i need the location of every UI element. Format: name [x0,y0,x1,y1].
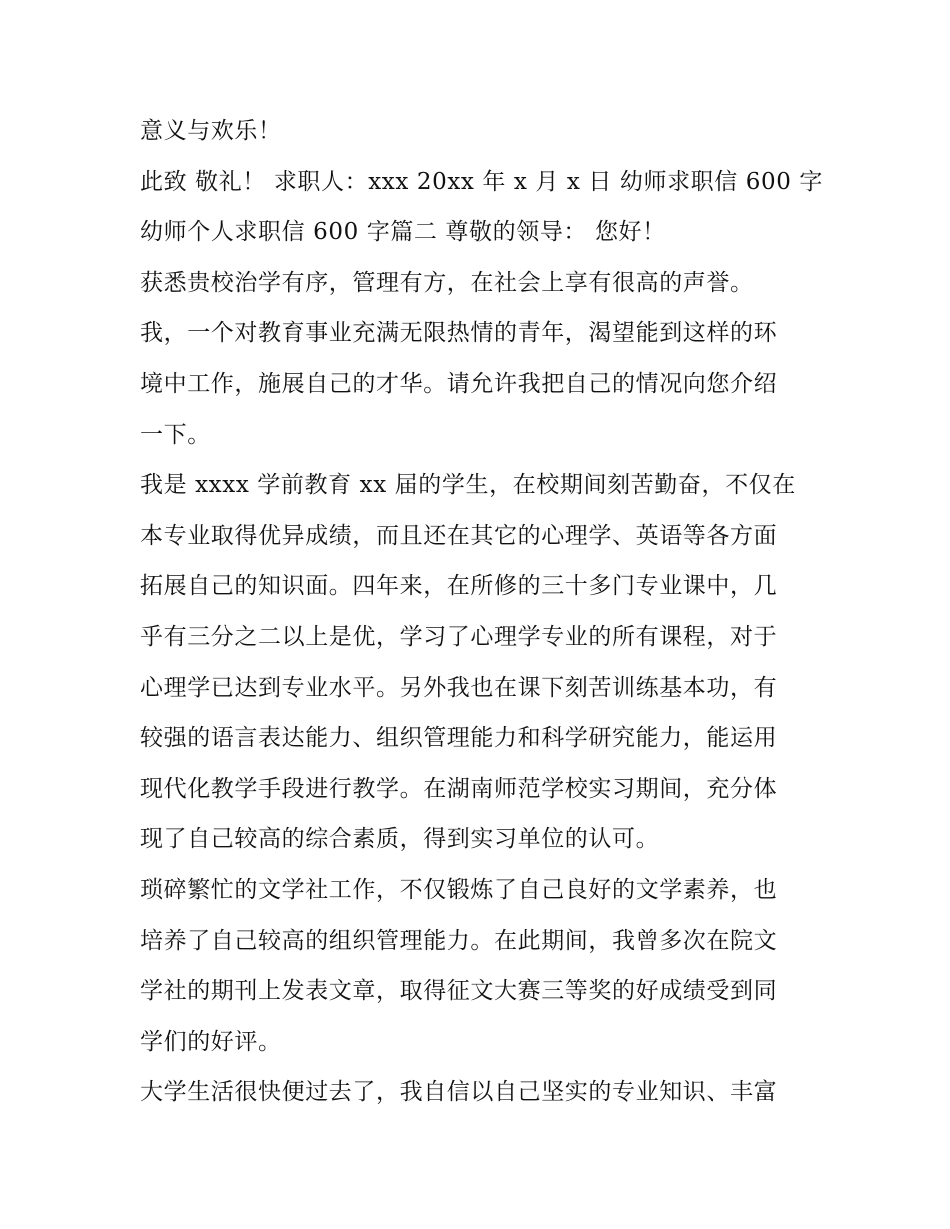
text-line: 较强的语言表达能力、组织管理能力和科学研究能力，能运用 [140,725,778,752]
text-line: 境中工作，施展自己的才华。请允许我把自己的情况向您介绍 [140,370,778,397]
paragraph-4 [140,258,820,309]
text-line: 琐碎繁忙的文学社工作，不仅锻炼了自己良好的文学素养，也 [140,876,778,903]
text-line: 本专业取得优异成绩，而且还在其它的心理学、英语等各方面 [140,522,778,549]
text-line: 意义与欢乐！ [140,118,282,144]
text-line: 学社的期刊上发表文章，取得征文大赛三等奖的好成绩受到同 [140,978,778,1005]
paragraph-5 [140,308,820,460]
paragraph-6 [140,460,820,865]
text-line: 我，一个对教育事业充满无限热情的青年，渴望能到这样的环 [140,320,778,347]
text-line: 此致 敬礼！ 求职人：xxx 20xx 年 x 月 x 日 幼师求职信 600 字 [140,168,823,195]
paragraph-8 [140,1067,820,1118]
text-line: 大学生活很快便过去了，我自信以自己坚实的专业知识、丰富 [140,1079,778,1106]
text-line: 培养了自己较高的组织管理能力。在此期间，我曾多次在院文 [140,927,778,954]
text-line: 学们的好评。 [140,1028,282,1055]
paragraph-2 [140,157,823,208]
paragraph-1 [140,106,820,157]
text-line: 乎有三分之二以上是优，学习了心理学专业的所有课程，对于 [140,623,778,650]
text-line: 拓展自己的知识面。四年来，在所修的三十多门专业课中，几 [140,573,778,600]
paragraph-3 [140,207,820,258]
document-body [140,106,823,1118]
text-line: 幼师个人求职信 600 字篇二 尊敬的领导： 您好！ [140,219,666,246]
text-line: 我是 xxxx 学前教育 xx 届的学生，在校期间刻苦勤奋，不仅在 [140,472,796,499]
text-line: 一下。 [140,421,211,448]
text-line: 心理学已达到专业水平。另外我也在课下刻苦训练基本功，有 [140,674,778,701]
text-line: 现代化教学手段进行教学。在湖南师范学校实习期间，充分体 [140,775,778,802]
text-line: 现了自己较高的综合素质，得到实习单位的认可。 [140,826,660,853]
text-line: 获悉贵校治学有序，管理有方，在社会上享有很高的声誉。 [140,269,754,296]
paragraph-7 [140,865,820,1067]
